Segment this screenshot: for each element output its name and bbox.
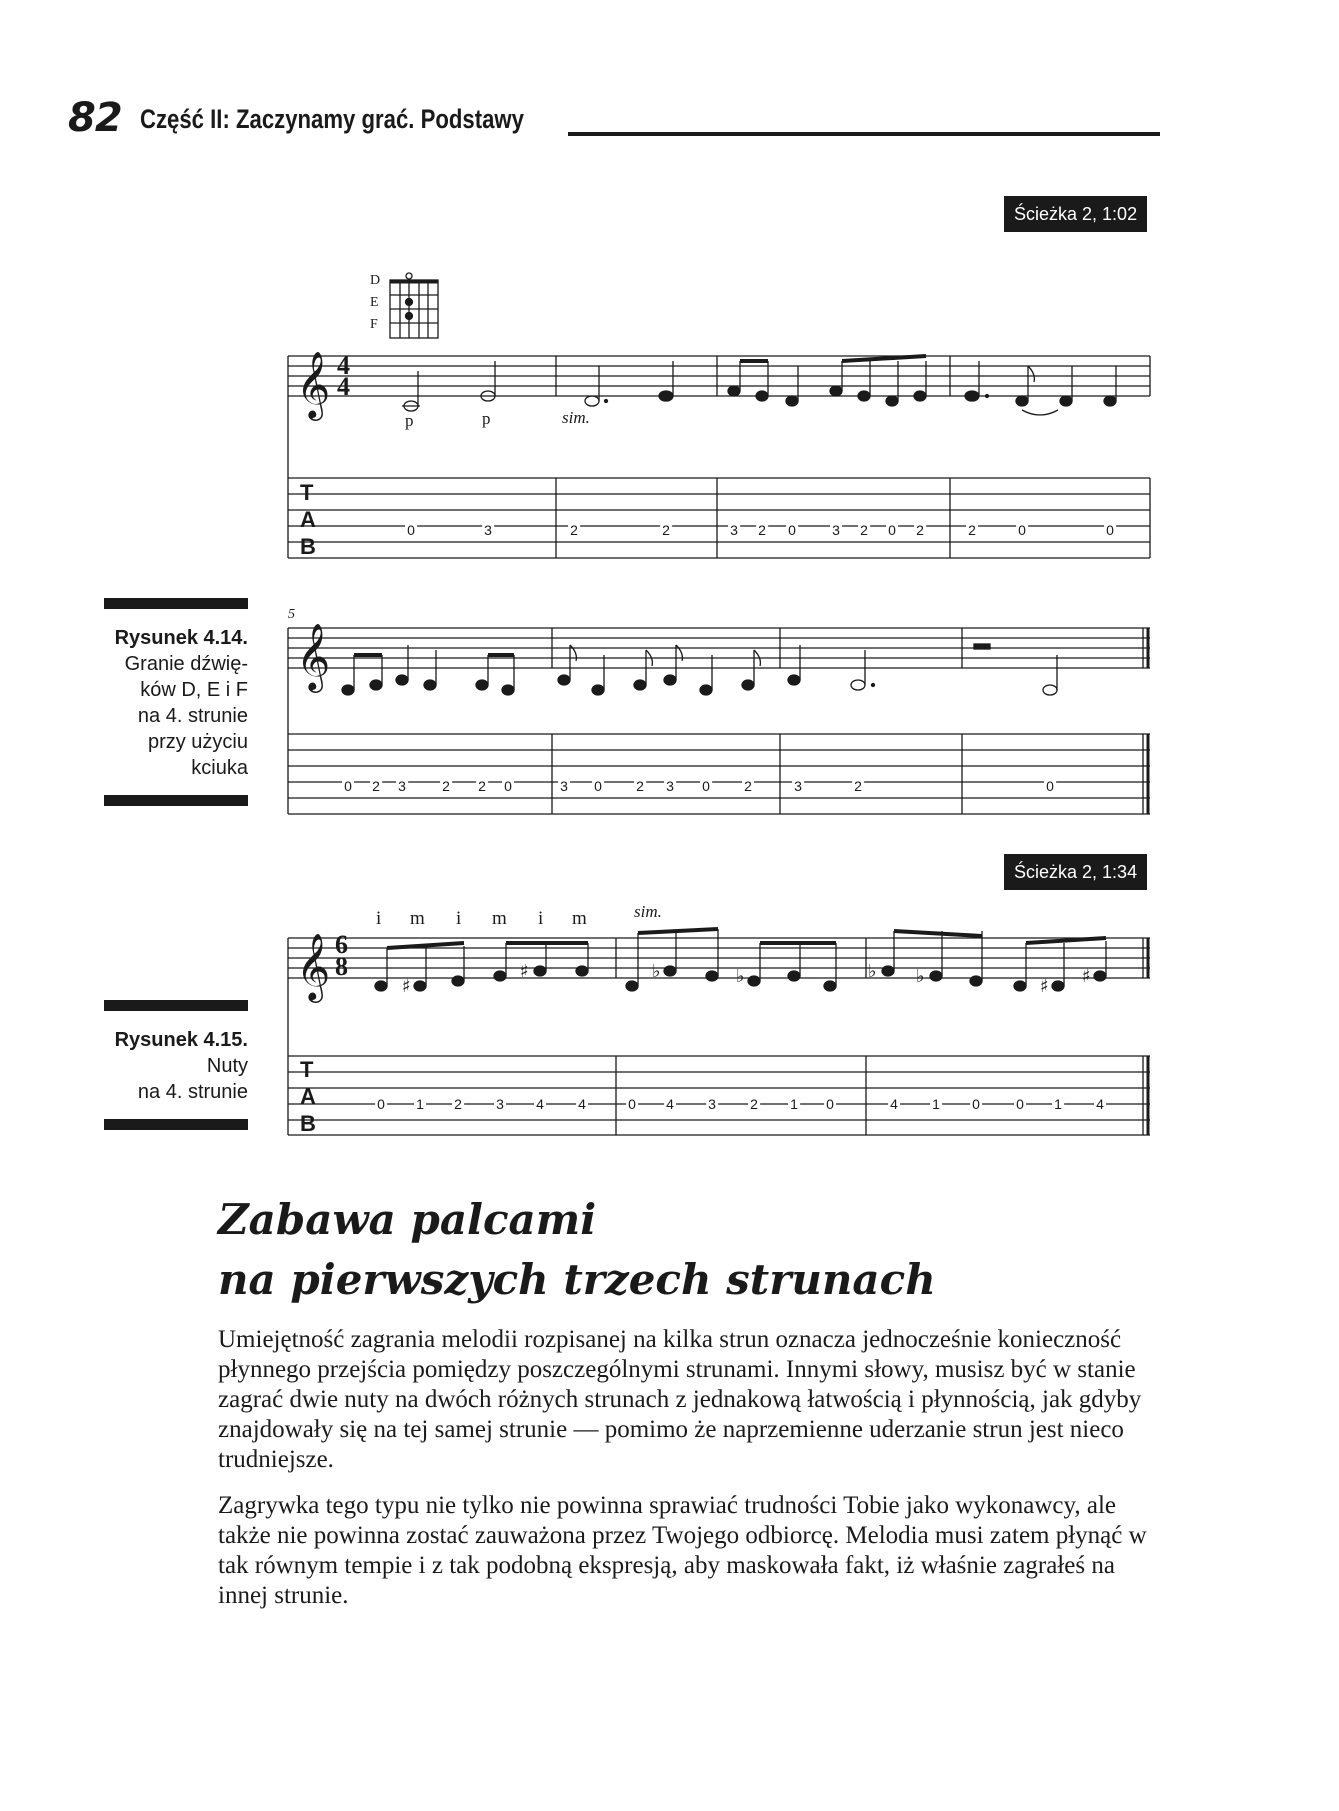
tab-number: 0 bbox=[628, 1096, 636, 1112]
staff-2 bbox=[288, 628, 1150, 814]
treble-clef-icon: 𝄞 bbox=[296, 932, 331, 1000]
tab-number: 4 bbox=[1096, 1096, 1104, 1112]
fingering-mark: i bbox=[456, 908, 462, 929]
tab-number: 3 bbox=[398, 778, 406, 794]
section-heading bbox=[218, 1190, 1118, 1310]
section-heading-line-2: na pierwszych trzech strunach bbox=[218, 1255, 936, 1304]
caption-line: kciuka bbox=[191, 757, 248, 779]
tab-number: 4 bbox=[536, 1096, 544, 1112]
tab-number: 2 bbox=[372, 778, 380, 794]
tab-number: 0 bbox=[504, 778, 512, 794]
tab-letter: A bbox=[300, 1084, 316, 1109]
tab-number: 0 bbox=[826, 1096, 834, 1112]
fingering-mark: m bbox=[572, 908, 587, 929]
tab-number: 2 bbox=[916, 522, 924, 538]
caption-line: przy użyciu bbox=[147, 731, 248, 753]
tab-letter: B bbox=[300, 1111, 316, 1136]
tab-number: 2 bbox=[454, 1096, 462, 1112]
tab-letter: T bbox=[300, 1057, 314, 1082]
tab-number: 3 bbox=[794, 778, 802, 794]
caption-line: na 4. strunie bbox=[137, 705, 248, 727]
fingering-mark: m bbox=[410, 908, 425, 929]
tab-number: 2 bbox=[854, 778, 862, 794]
tab-number: 4 bbox=[666, 1096, 674, 1112]
tab-letter: T bbox=[300, 480, 314, 505]
time-sig-bottom: 8 bbox=[335, 952, 348, 981]
tab-number: 0 bbox=[1106, 522, 1114, 538]
pick-mark: p bbox=[405, 411, 414, 430]
chord-note-label: F bbox=[370, 317, 378, 332]
pick-mark: p bbox=[482, 409, 491, 428]
tab-number: 2 bbox=[758, 522, 766, 538]
tab-numbers-1 bbox=[405, 522, 1116, 538]
caption-line: ków D, E i F bbox=[140, 679, 248, 701]
tab-number: 0 bbox=[344, 778, 352, 794]
caption-line: Granie dźwię- bbox=[124, 653, 248, 675]
track-badge-2: Ścieżka 2, 1:34 bbox=[1004, 854, 1147, 890]
chapter-title: Część II: Zaczynamy grać. Podstawy bbox=[140, 104, 524, 134]
track-badge-1: Ścieżka 2, 1:02 bbox=[1004, 196, 1147, 232]
fingering-mark: m bbox=[492, 908, 507, 929]
page-number: 82 bbox=[68, 95, 122, 141]
sharp-icon: ♯ bbox=[1082, 966, 1091, 987]
measure-number: 5 bbox=[288, 607, 295, 622]
tab-number: 2 bbox=[968, 522, 976, 538]
tab-number: 3 bbox=[666, 778, 674, 794]
tab-letter: B bbox=[300, 534, 316, 559]
tab-number: 2 bbox=[478, 778, 486, 794]
tab-number: 2 bbox=[744, 778, 752, 794]
sim-mark: sim. bbox=[562, 408, 590, 427]
tab-number: 1 bbox=[790, 1096, 798, 1112]
tab-number: 4 bbox=[890, 1096, 898, 1112]
tab-number: 0 bbox=[788, 522, 796, 538]
tab-number: 0 bbox=[1018, 522, 1026, 538]
tab-number: 2 bbox=[662, 522, 670, 538]
tab-number: 3 bbox=[484, 522, 492, 538]
chord-note-label: E bbox=[370, 295, 379, 310]
caption-line: na 4. strunie bbox=[137, 1081, 248, 1103]
body-paragraph-2: Zagrywka tego typu nie tylko nie powinna sprawiać trudności Tobie jako wykonawcy, ale także nie powinna zostać zauważona przez Twojego odbiorcę. Melodia musi zatem płynąć w tak równym tempie i z tak podobną ekspresją, aby maskowała fakt, iż właśnie zagrałeś na innej strunie. bbox=[218, 1492, 1147, 1609]
tab-number: 0 bbox=[1046, 778, 1054, 794]
tab-number: 0 bbox=[1016, 1096, 1024, 1112]
tab-number: 3 bbox=[496, 1096, 504, 1112]
tab-2 bbox=[288, 734, 1150, 814]
time-sig-bottom: 4 bbox=[337, 372, 350, 401]
time-sig-top: 6 bbox=[335, 930, 348, 959]
flat-icon: ♭ bbox=[736, 966, 745, 987]
chord-note-label: D bbox=[370, 273, 381, 288]
figure-415-label: Rysunek 4.15. bbox=[114, 1029, 248, 1051]
tab-number: 3 bbox=[730, 522, 738, 538]
tab-number: 1 bbox=[416, 1096, 424, 1112]
sharp-icon: ♯ bbox=[520, 961, 529, 982]
treble-clef-icon: 𝄞 bbox=[296, 350, 331, 418]
tab-1 bbox=[288, 478, 1150, 558]
tab-number: 1 bbox=[1054, 1096, 1062, 1112]
tab-number: 2 bbox=[570, 522, 578, 538]
section-heading-line-1: Zabawa palcami bbox=[218, 1195, 597, 1244]
notes-staff-2 bbox=[342, 644, 1057, 695]
tab-number: 0 bbox=[377, 1096, 385, 1112]
tab-number: 0 bbox=[888, 522, 896, 538]
flat-icon: ♭ bbox=[916, 966, 925, 987]
treble-clef-icon: 𝄞 bbox=[296, 622, 331, 690]
tab-number: 4 bbox=[578, 1096, 586, 1112]
tab-number: 3 bbox=[560, 778, 568, 794]
tab-letter: A bbox=[300, 507, 316, 532]
chord-diagram bbox=[390, 273, 438, 338]
tab-number: 0 bbox=[972, 1096, 980, 1112]
fingering-mark: i bbox=[376, 908, 382, 929]
tab-number: 2 bbox=[860, 522, 868, 538]
tab-number: 3 bbox=[832, 522, 840, 538]
tab-number: 2 bbox=[750, 1096, 758, 1112]
tab-number: 0 bbox=[407, 522, 415, 538]
tab-number: 0 bbox=[702, 778, 710, 794]
sim-mark: sim. bbox=[634, 902, 662, 921]
sharp-icon: ♯ bbox=[402, 976, 411, 997]
time-sig-top: 4 bbox=[337, 351, 350, 380]
tab-number: 2 bbox=[636, 778, 644, 794]
tab-number: 1 bbox=[932, 1096, 940, 1112]
caption-line: Nuty bbox=[206, 1055, 248, 1077]
figure-414-label: Rysunek 4.14. bbox=[114, 627, 248, 649]
fingering-mark: i bbox=[538, 908, 544, 929]
tab-numbers-2 bbox=[342, 778, 1056, 794]
sharp-icon: ♯ bbox=[1040, 976, 1049, 997]
tab-number: 3 bbox=[708, 1096, 716, 1112]
tab-number: 2 bbox=[442, 778, 450, 794]
body-paragraph-1: Umiejętność zagrania melodii rozpisanej na kilka strun oznacza jednocześnie konieczność płynnego przejścia pomiędzy poszczególnymi strunami. Innymi słowy, musisz być w stanie zagrać dwie nuty na dwóch różnych strunach z jednakową łatwością i płynnością, jak gdyby znajdowały się na tej samej strunie — pomimo że naprzemienne uderzanie strun jest nieco trudniejsze. bbox=[218, 1326, 1142, 1473]
flat-icon: ♭ bbox=[868, 961, 877, 982]
tab-number: 0 bbox=[594, 778, 602, 794]
flat-icon: ♭ bbox=[652, 961, 661, 982]
